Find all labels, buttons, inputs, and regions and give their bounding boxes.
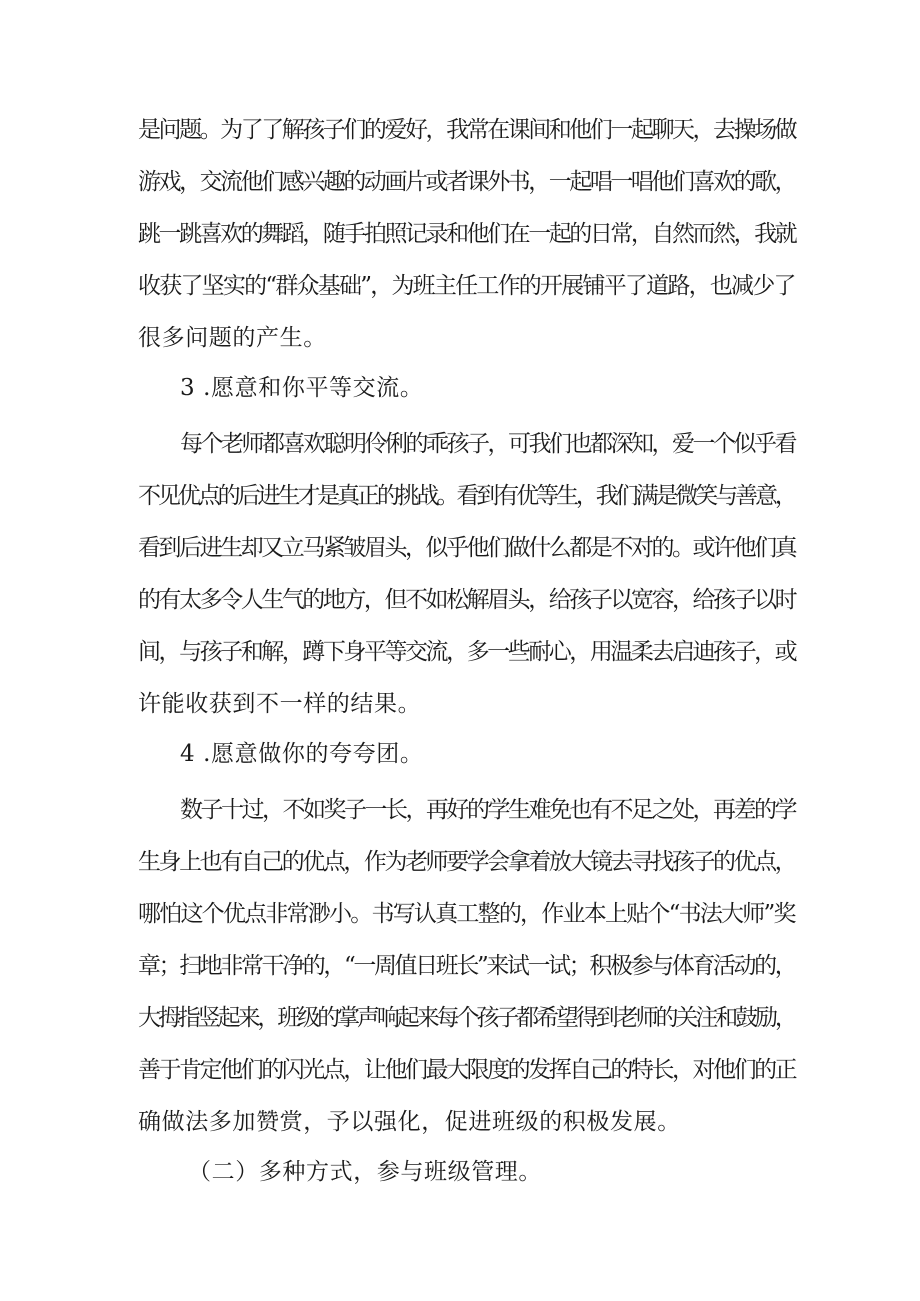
paragraph-3-line-7: 确做法多加赞赏，予以强化，促进班级的积极发展。 (138, 1109, 681, 1135)
paragraph-1-line-4: 收获了坚实的“群众基础”，为班主任工作的开展铺平了道路，也减少了 (138, 273, 795, 299)
paragraph-1-line-3: 跳一跳喜欢的舞蹈，随手拍照记录和他们在一起的日常，自然而然，我就 (138, 221, 796, 247)
paragraph-2-line-5: 间，与孩子和解，蹲下身平等交流，多一些耐心，用温柔去启迪孩子，或 (138, 639, 796, 665)
paragraph-2-line-3: 看到后进生却又立马紧皱眉头，似乎他们做什么都是不对的。或许他们真 (138, 535, 796, 561)
paragraph-1-line-5: 很多问题的产生。 (138, 325, 327, 351)
paragraph-1-line-2: 游戏，交流他们感兴趣的动画片或者课外书，一起唱一唱他们喜欢的歌， (138, 169, 796, 195)
paragraph-3-line-5: 大拇指竖起来，班级的掌声响起来每个孩子都希望得到老师的关注和鼓励， (138, 1005, 795, 1031)
heading-3: 3 .愿意和你平等交流。 (180, 375, 424, 401)
paragraph-3-line-1: 数子十过，不如奖子一长，再好的学生难免也有不足之处，再差的学 (180, 797, 795, 823)
paragraph-3-line-2: 生身上也有自己的优点，作为老师要学会拿着放大镜去寻找孩子的优点， (138, 849, 796, 875)
paragraph-2-line-2: 不见优点的后进生才是真正的挑战。看到有优等生，我们满是微笑与善意， (138, 483, 795, 509)
section-heading: （二）多种方式，参与班级管理。 (188, 1159, 542, 1185)
heading-4: 4 .愿意做你的夸夸团。 (180, 741, 424, 767)
paragraph-3-line-3: 哪怕这个优点非常渺小。书写认真工整的，作业本上贴个“书法大师”奖 (138, 901, 795, 927)
paragraph-1-line-1: 是问题。为了了解孩子们的爱好，我常在课间和他们一起聊天，去操场做 (138, 117, 796, 143)
paragraph-2-line-1: 每个老师都喜欢聪明伶俐的乖孩子，可我们也都深知，爱一个似乎看 (180, 431, 795, 457)
paragraph-3-line-6: 善于肯定他们的闪光点，让他们最大限度的发挥自己的特长，对他们的正 (138, 1057, 796, 1083)
paragraph-2-line-4: 的有太多令人生气的地方，但不如松解眉头，给孩子以宽容，给孩子以时 (138, 587, 796, 613)
paragraph-3-line-4: 章；扫地非常干净的，“一周值日班长”来试一试；积极参与体育活动的， (138, 953, 796, 979)
paragraph-2-line-6: 许能收获到不一样的结果。 (138, 691, 422, 717)
